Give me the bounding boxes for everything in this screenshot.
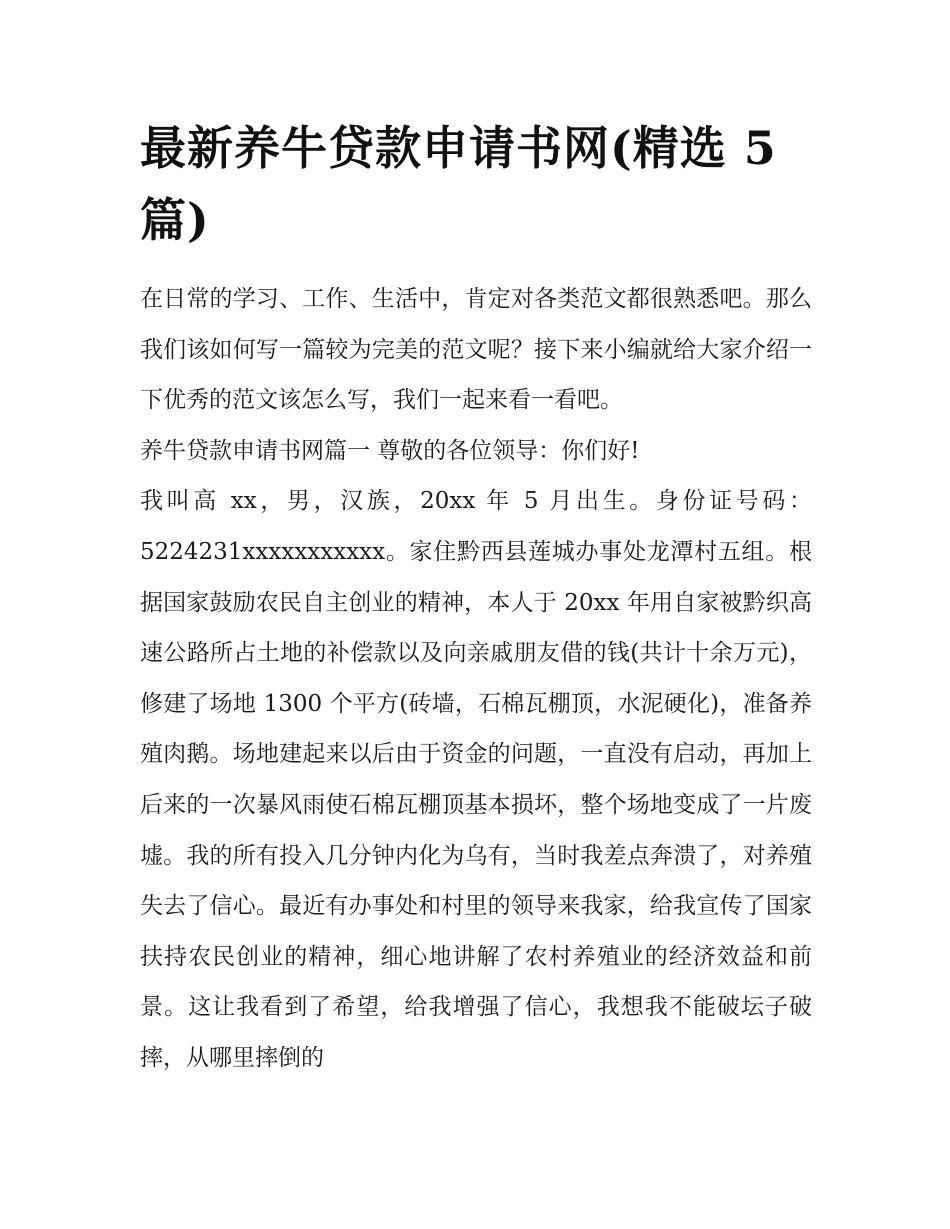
intro-paragraph: 在日常的学习、工作、生活中，肯定对各类范文都很熟悉吧。那么我们该如何写一篇较为完美的范文呢？接下来小编就给大家介绍一下优秀的范文该怎么写，我们一起来看一看吧。 xyxy=(140,286,812,414)
letter-body-paragraph: 我叫高 xx，男，汉族，20xx 年 5 月出生。身份证号码：5224231xxxxxxxxxxx。家住黔西县莲城办事处龙潭村五组。根据国家鼓励农民自主创业的精神，本人于 20xx 年用自家被黔织高速公路所占土地的补偿款以及向亲戚朋友借的钱(共计十余万元)，修建了场地 1300 个平方(砖墙，石棉瓦棚顶，水泥硬化)，准备养殖肉鹅。场地建起来以后由于资金的问题，一直没有启动，再加上后来的一次暴风雨使石棉瓦棚顶基本损坏，整个场地变成了一片废墟。我的所有投入几分钟内化为乌有，当时我差点奔溃了，对养殖失去了信心。最近有办事处和村里的领导来我家，给我宣传了国家扶持农民创业的精神，细心地讲解了农村养殖业的经济效益和前景。这让我看到了希望，给我增强了信心，我想我不能破坛子破摔，从哪里摔倒的 xyxy=(140,488,812,1071)
section-heading-paragraph: 养牛贷款申请书网篇一 尊敬的各位领导：你们好! xyxy=(140,437,640,464)
document-body xyxy=(140,274,812,1084)
document-title: 最新养牛贷款申请书网(精选 5 篇) xyxy=(140,121,777,247)
